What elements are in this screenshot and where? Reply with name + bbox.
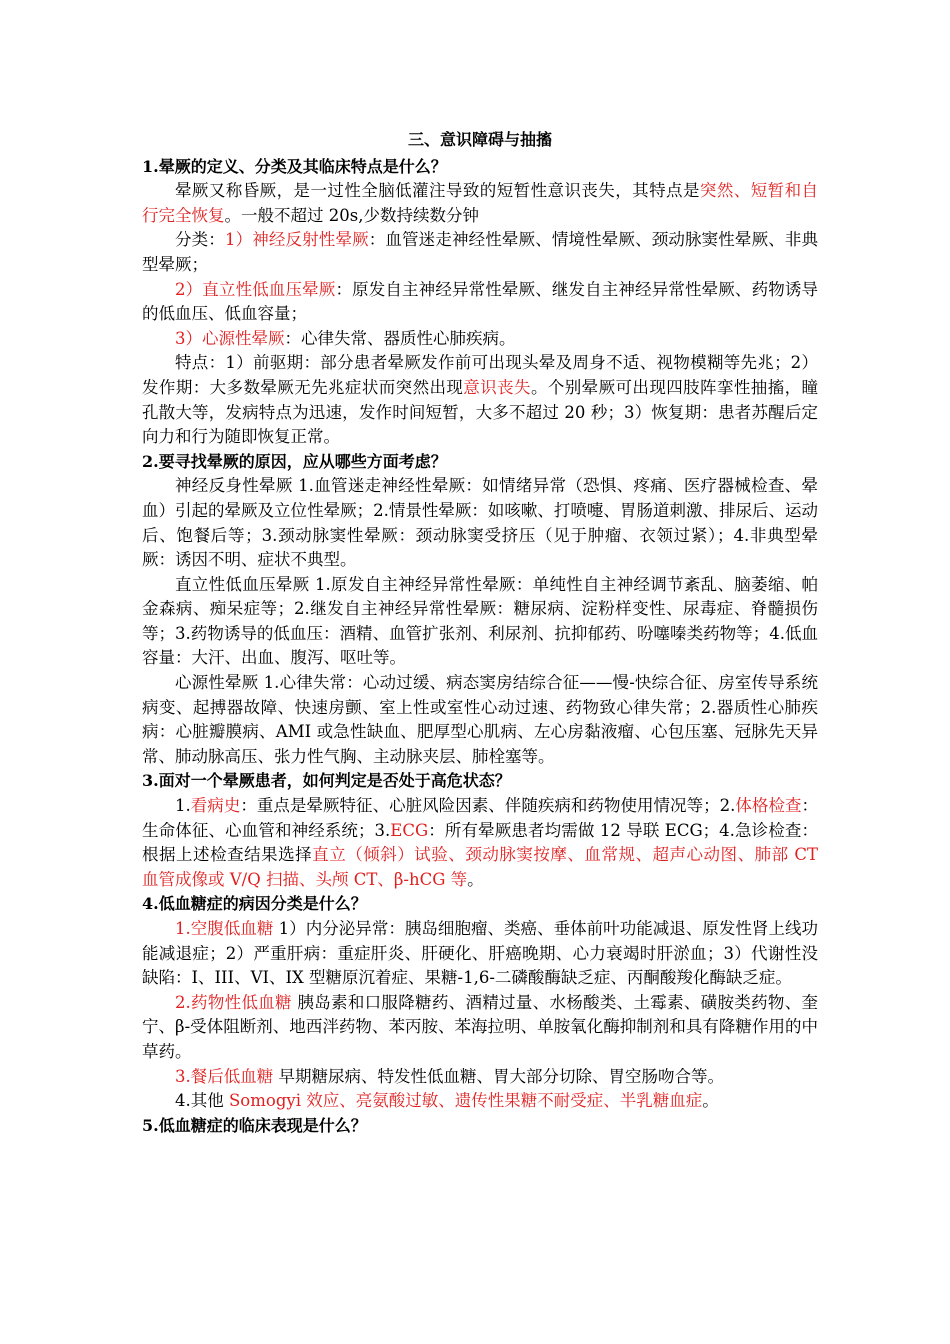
- q3-paragraph: 1.看病史：重点是晕厥特征、心脏风险因素、伴随疾病和药物使用情况等；2.体格检查：生命体征、心血管和神经系统；3.ECG：所有晕厥患者均需做 12 导联 ECG；4.急诊检查：根据上述检查结果选择直立（倾斜）试验、颈动脉窦按摩、血常规、超声心动图、肺部 CT 血管成像或 V/Q 扫描、头颅 CT、β-hCG 等。: [142, 796, 819, 889]
- highlight-text: 突然、短暂和自行完全恢复: [142, 181, 819, 225]
- q4-paragraph-postprandial: 3.餐后低血糖 早期糖尿病、特发性低血糖、胃大部分切除、胃空肠吻合等。: [175, 1066, 724, 1086]
- question-1-heading: 1.晕厥的定义、分类及其临床特点是什么？: [142, 156, 447, 176]
- q4-paragraph-other: 4.其他 Somogyi 效应、亮氨酸过敏、遗传性果糖不耐受症、半乳糖血症。: [175, 1091, 719, 1111]
- q4-paragraph-fasting: 1.空腹低血糖 1）内分泌异常：胰岛细胞瘤、类癌、垂体前叶功能减退、原发性肾上线功能减退症；2）严重肝病：重症肝炎、肝硬化、肝癌晚期、心力衰竭时肝淤血；3）代谢性没缺陷：I、III、VI、IX 型糖原沉着症、果糖-1,6-二磷酸酶缺乏症、丙酮酸羧化酶缺乏症。: [142, 919, 818, 988]
- q4-paragraph-drug: 2.药物性低血糖 胰岛素和口服降糖药、酒精过量、水杨酸类、土霉素、磺胺类药物、奎宁、β-受体阻断剂、地西泮药物、苯丙胺、苯海拉明、单胺氧化酶抑制剂和具有降糖作用的中草药。: [142, 992, 819, 1061]
- highlight-text: 体格检查: [735, 796, 802, 816]
- q1-paragraph-class-3: 3）心源性晕厥：心律失常、器质性心肺疾病。: [175, 328, 516, 348]
- highlight-text: ECG: [390, 820, 429, 840]
- q1-paragraph-definition: 晕厥又称昏厥，是一过性全脑低灌注导致的短暂性意识丧失，其特点是突然、短暂和自行完全恢复。一般不超过 20s,少数持续数分钟: [142, 181, 819, 225]
- q1-paragraph-class-2: 2）直立性低血压晕厥：原发自主神经异常性晕厥、继发自主神经异常性晕厥、药物诱导的低血压、低血容量；: [142, 279, 819, 324]
- highlight-text: 1）神经反射性晕厥: [224, 230, 369, 250]
- highlight-text: 3.餐后低血糖: [175, 1066, 274, 1086]
- highlight-text: 2.药物性低血糖: [175, 992, 292, 1012]
- question-4-heading: 4.低血糖症的病因分类是什么？: [142, 894, 367, 914]
- highlight-text: 3）心源性晕厥: [175, 328, 285, 348]
- question-5-heading: 5.低血糖症的临床表现是什么？: [142, 1115, 367, 1135]
- section-title: 三、意识障碍与抽搐: [407, 130, 552, 149]
- q2-paragraph-cardiac: 心源性晕厥 1.心律失常：心动过缓、病态窦房结综合征——慢-快综合征、房室传导系统病变、起搏器故障、快速房颤、室上性或室性心动过速、药物致心律失常；2.器质性心肺疾病：心脏瓣膜病、AMI 或急性缺血、肥厚型心肌病、左心房黏液瘤、心包压塞、冠脉先天异常、肺动脉高压、张力性气胸、主动脉夹层、肺栓塞等。: [142, 673, 818, 766]
- q1-paragraph-class-1: 分类：1）神经反射性晕厥：血管迷走神经性晕厥、情境性晕厥、颈动脉窦性晕厥、非典型晕厥；: [142, 230, 819, 274]
- highlight-text: Somogyi 效应、亮氨酸过敏、遗传性果糖不耐受症、半乳糖血症: [229, 1091, 703, 1111]
- highlight-text: 看病史: [190, 796, 241, 816]
- highlight-text: 直立（倾斜）试验、颈动脉窦按摩、血常规、超声心动图、肺部 CT 血管成像或 V/Q 扫描、头颅 CT、β-hCG 等: [142, 845, 819, 889]
- highlight-text: 1.空腹低血糖: [175, 919, 274, 938]
- q2-paragraph-reflex: 神经反身性晕厥 1.血管迷走神经性晕厥：如情绪异常（恐惧、疼痛、医疗器械检查、晕血）引起的晕厥及立位性晕厥；2.情景性晕厥：如咳嗽、打喷嚏、胃肠道刺激、排尿后、运动后、饱餐后等；3.颈动脉窦性晕厥：颈动脉窦受挤压（见于肿瘤、衣领过紧）；4.非典型晕厥：诱因不明、症状不典型。: [142, 476, 818, 570]
- document-content: [142, 118, 818, 1138]
- highlight-text: 意识丧失: [463, 377, 531, 397]
- question-3-heading: 3.面对一个晕厥患者，如何判定是否处于高危状态？: [142, 771, 511, 791]
- q2-paragraph-orthostatic: 直立性低血压晕厥 1.原发自主神经异常性晕厥：单纯性自主神经调节紊乱、脑萎缩、帕金森病、痴呆症等；2.继发自主神经异常性晕厥：糖尿病、淀粉样变性、尿毒症、脊髓损伤等；3.药物诱导的低血压：酒精、血管扩张剂、利尿剂、抗抑郁药、吩噻嗪类药物等；4.低血容量：大汗、出血、腹泻、呕吐等。: [142, 574, 818, 668]
- question-2-heading: 2.要寻找晕厥的原因，应从哪些方面考虑？: [142, 451, 447, 471]
- q1-paragraph-features: 特点：1）前驱期：部分患者晕厥发作前可出现头晕及周身不适、视物模糊等先兆；2）发作期：大多数晕厥无先兆症状而突然出现意识丧失。个别晕厥可出现四肢阵挛性抽搐，瞳孔散大等，发病特点为迅速，发作时间短暂，大多不超过 20 秒；3）恢复期：患者苏醒后定向力和行为随即恢复正常。: [142, 353, 819, 447]
- highlight-text: 2）直立性低血压晕厥: [175, 279, 336, 299]
